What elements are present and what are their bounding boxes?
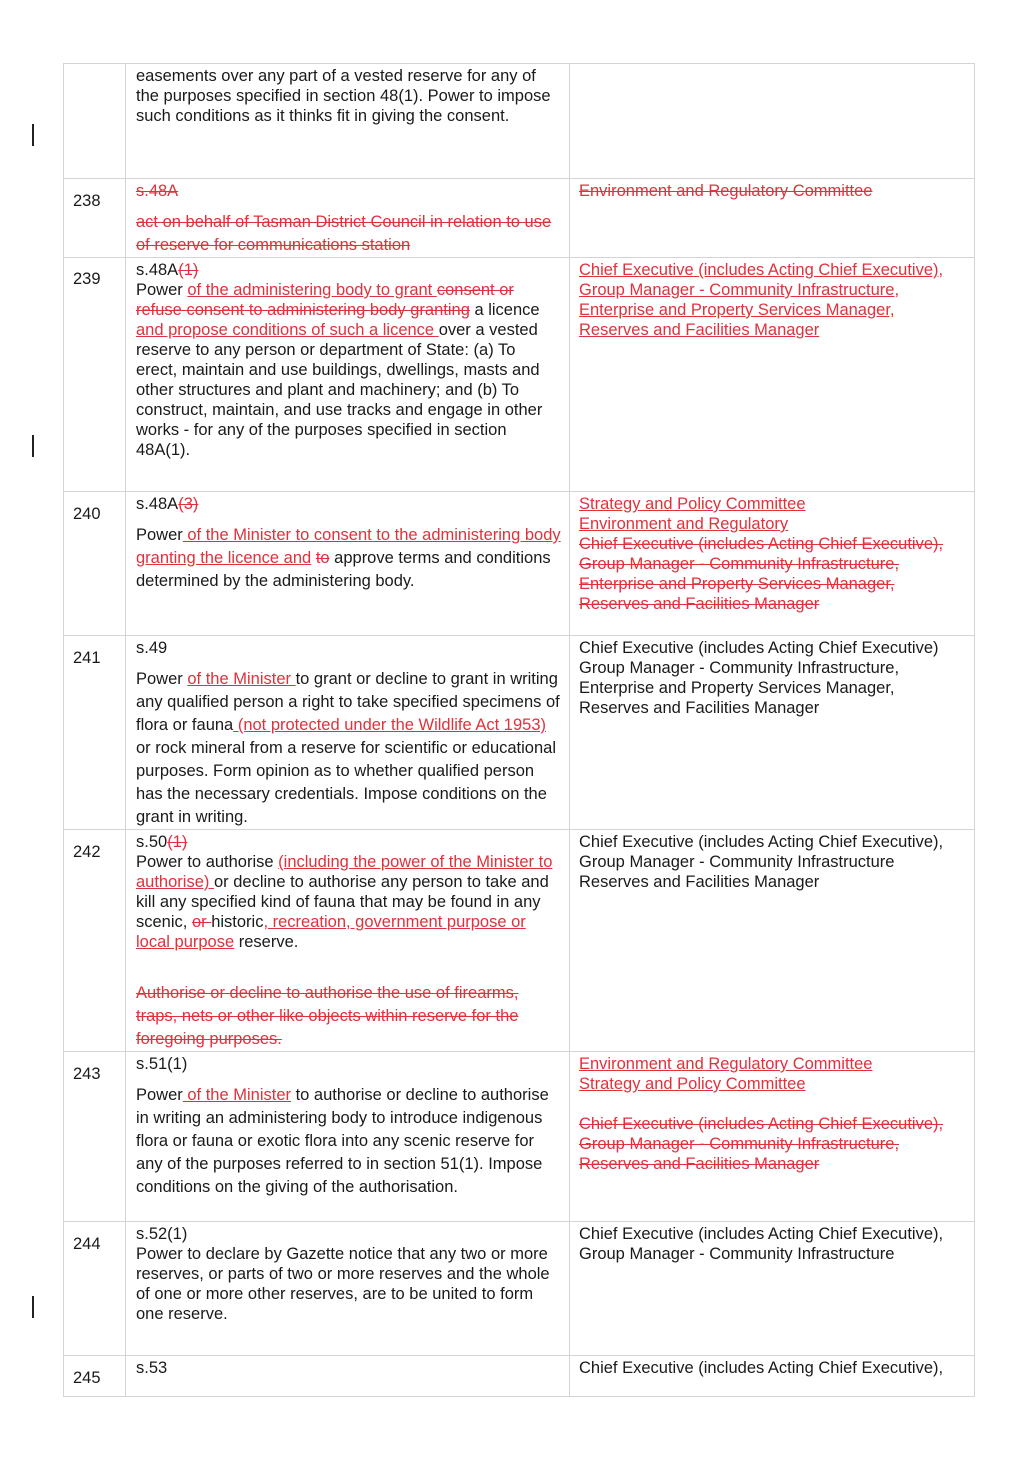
change-bar <box>32 124 34 146</box>
table-row <box>64 492 975 636</box>
inserted-text: (not protected under the Wildlife Act 1953) <box>233 716 546 734</box>
delegate: Reserves and Facilities Manager <box>579 873 820 891</box>
inserted-delegate: Reserves and Facilities Manager <box>579 321 820 339</box>
provision-text: easements over any part of a vested reserve for any of the purposes specified in section 48(1). Power to impose such conditions as it thinks fit in giving the consent. <box>136 67 551 125</box>
provision-cell <box>126 258 570 492</box>
inserted-delegate: Group Manager - Community Infrastructure, <box>579 281 900 299</box>
section-reference: s.50 <box>136 833 168 851</box>
provision-cell <box>126 830 570 1052</box>
provision-cell <box>126 179 570 258</box>
delegate: Enterprise and Property Services Manager, <box>579 679 895 697</box>
deleted-delegate: Reserves and Facilities Manager <box>579 595 820 613</box>
inserted-delegate: Strategy and Policy Committee <box>579 495 806 513</box>
section-reference: s.52(1) <box>136 1225 188 1243</box>
row-number-cell <box>64 1222 126 1356</box>
delegate-cell <box>570 179 975 258</box>
table-row <box>64 1222 975 1356</box>
inserted-text: of the administering body to grant <box>187 281 437 299</box>
delegate-cell <box>570 636 975 830</box>
inserted-delegate: Environment and Regulatory Committee <box>579 1055 873 1073</box>
row-number: 238 <box>73 192 101 210</box>
row-number-cell <box>64 830 126 1052</box>
inserted-text: , recreation, government purpose or local purpose <box>136 913 526 951</box>
provision-cell <box>126 1052 570 1222</box>
inserted-text: of the Minister <box>187 670 296 688</box>
deleted-delegate: Group Manager - Community Infrastructure, <box>579 555 900 573</box>
row-number: 245 <box>73 1369 101 1387</box>
row-number-cell <box>64 1356 126 1397</box>
section-reference: s.48A <box>136 261 179 279</box>
change-bar <box>32 435 34 457</box>
deleted-delegate: Enterprise and Property Services Manager, <box>579 575 895 593</box>
inserted-delegate: Environment and Regulatory <box>579 515 789 533</box>
provision-cell <box>126 64 570 179</box>
inserted-text: of the Minister <box>182 1086 291 1104</box>
section-reference: s.53 <box>136 1359 168 1377</box>
row-number: 239 <box>73 270 101 288</box>
table-row <box>64 179 975 258</box>
provision-text: Power to authorise (including the power of the Minister to authorise) or decline to authorise any person to take and kill any specified kind of fauna that may be found in any scenic, or historic, recreation, government purpose or local purpose reserve. <box>136 853 553 951</box>
provision-text: Power of the Minister to consent to the administering body granting the licence and to approve terms and conditions determined by the administering body. <box>136 526 561 590</box>
provision-text: Power of the Minister to authorise or decline to authorise in writing an administering body to introduce indigenous flora or fauna or exotic flora into any scenic reserve for any of the purposes referred to in section 51(1). Impose conditions on the giving of the authorisation. <box>136 1086 549 1196</box>
row-number-cell <box>64 1052 126 1222</box>
row-number: 244 <box>73 1235 101 1253</box>
inserted-text: of the Minister to consent to the administering body granting the licence and <box>136 526 561 567</box>
delegate: Chief Executive (includes Acting Chief Executive), <box>579 1225 944 1243</box>
section-reference: s.51(1) <box>136 1055 188 1073</box>
provision-text: Power of the Minister to grant or decline to grant in writing any qualified person a right to take specified specimens of flora or fauna (not protected under the Wildlife Act 1953) or rock mineral from a reserve for scientific or educational purposes. Form opinion as to whether qualified person has the necessary credentials. Impose conditions on the grant in writing. <box>136 670 560 826</box>
deleted-text: or <box>191 913 212 931</box>
provision-cell <box>126 1222 570 1356</box>
row-number: 240 <box>73 505 101 523</box>
delegate-cell <box>570 492 975 636</box>
inserted-delegate: Enterprise and Property Services Manager, <box>579 301 895 319</box>
table-row <box>64 636 975 830</box>
deleted-delegate: Chief Executive (includes Acting Chief Executive), <box>579 1115 944 1133</box>
deleted-provision-text: act on behalf of Tasman District Council in relation to use of reserve for communications station <box>136 213 552 254</box>
provision-text: Power of the administering body to grant consent or refuse consent to administering body granting a licence and propose conditions of such a licence over a vested reserve to any person or department of State: (a) To erect, maintain and use buildings, dwellings, masts and other structures and plant and machinery; and (b) To construct, maintain, and use tracks and engage in other works - for any of the purposes specified in section 48A(1). <box>136 281 543 459</box>
table-row <box>64 1356 975 1397</box>
deleted-delegate: Group Manager - Community Infrastructure, <box>579 1135 900 1153</box>
provision-cell <box>126 1356 570 1397</box>
deleted-subsection: (1) <box>178 261 199 279</box>
deleted-delegate: Environment and Regulatory Committee <box>579 182 873 200</box>
deleted-subsection: (1) <box>167 833 188 851</box>
delegate-cell <box>570 258 975 492</box>
delegate: Group Manager - Community Infrastructure, <box>579 659 900 677</box>
inserted-text: and propose conditions of such a licence <box>136 321 439 339</box>
deleted-text: consent or refuse consent to administering body granting <box>136 281 514 319</box>
delegate: Chief Executive (includes Acting Chief Executive), <box>579 1359 944 1377</box>
deleted-delegate: Chief Executive (includes Acting Chief Executive), <box>579 535 944 553</box>
section-reference: s.48A <box>136 495 179 513</box>
inserted-delegate: Chief Executive (includes Acting Chief Executive), <box>579 261 944 279</box>
delegate: Chief Executive (includes Acting Chief Executive), <box>579 833 944 851</box>
row-number: 241 <box>73 649 101 667</box>
delegate-cell <box>570 64 975 179</box>
row-number: 242 <box>73 843 101 861</box>
delegations-table <box>63 63 975 1397</box>
delegate: Group Manager - Community Infrastructure <box>579 1245 895 1263</box>
provision-cell <box>126 492 570 636</box>
row-number-cell <box>64 179 126 258</box>
delegate-cell <box>570 1222 975 1356</box>
row-number: 243 <box>73 1065 101 1083</box>
row-number-cell <box>64 492 126 636</box>
provision-cell <box>126 636 570 830</box>
provision-text: Power to declare by Gazette notice that any two or more reserves, or parts of two or more reserves and the whole of one or more other reserves, are to be united to form one reserve. <box>136 1245 550 1323</box>
deleted-delegate: Reserves and Facilities Manager <box>579 1155 820 1173</box>
inserted-delegate: Strategy and Policy Committee <box>579 1075 806 1093</box>
table-row <box>64 830 975 1052</box>
deleted-provision-text: Authorise or decline to authorise the use of firearms, traps, nets or other like objects within reserve for the foregoing purposes. <box>136 984 519 1048</box>
row-number-cell <box>64 258 126 492</box>
table-row <box>64 258 975 492</box>
deleted-section: s.48A <box>136 182 179 200</box>
delegate-cell <box>570 1356 975 1397</box>
table-row <box>64 1052 975 1222</box>
row-number-cell <box>64 64 126 179</box>
deleted-subsection: (3) <box>178 495 199 513</box>
change-bar <box>32 1296 34 1318</box>
delegate-cell <box>570 830 975 1052</box>
delegate: Reserves and Facilities Manager <box>579 699 820 717</box>
inserted-text: (including the power of the Minister to authorise) <box>136 853 553 891</box>
table-row <box>64 64 975 179</box>
row-number-cell <box>64 636 126 830</box>
delegate-cell <box>570 1052 975 1222</box>
delegate: Group Manager - Community Infrastructure <box>579 853 895 871</box>
delegate: Chief Executive (includes Acting Chief Executive) <box>579 639 939 657</box>
deleted-text: to <box>315 549 330 567</box>
section-reference: s.49 <box>136 639 168 657</box>
